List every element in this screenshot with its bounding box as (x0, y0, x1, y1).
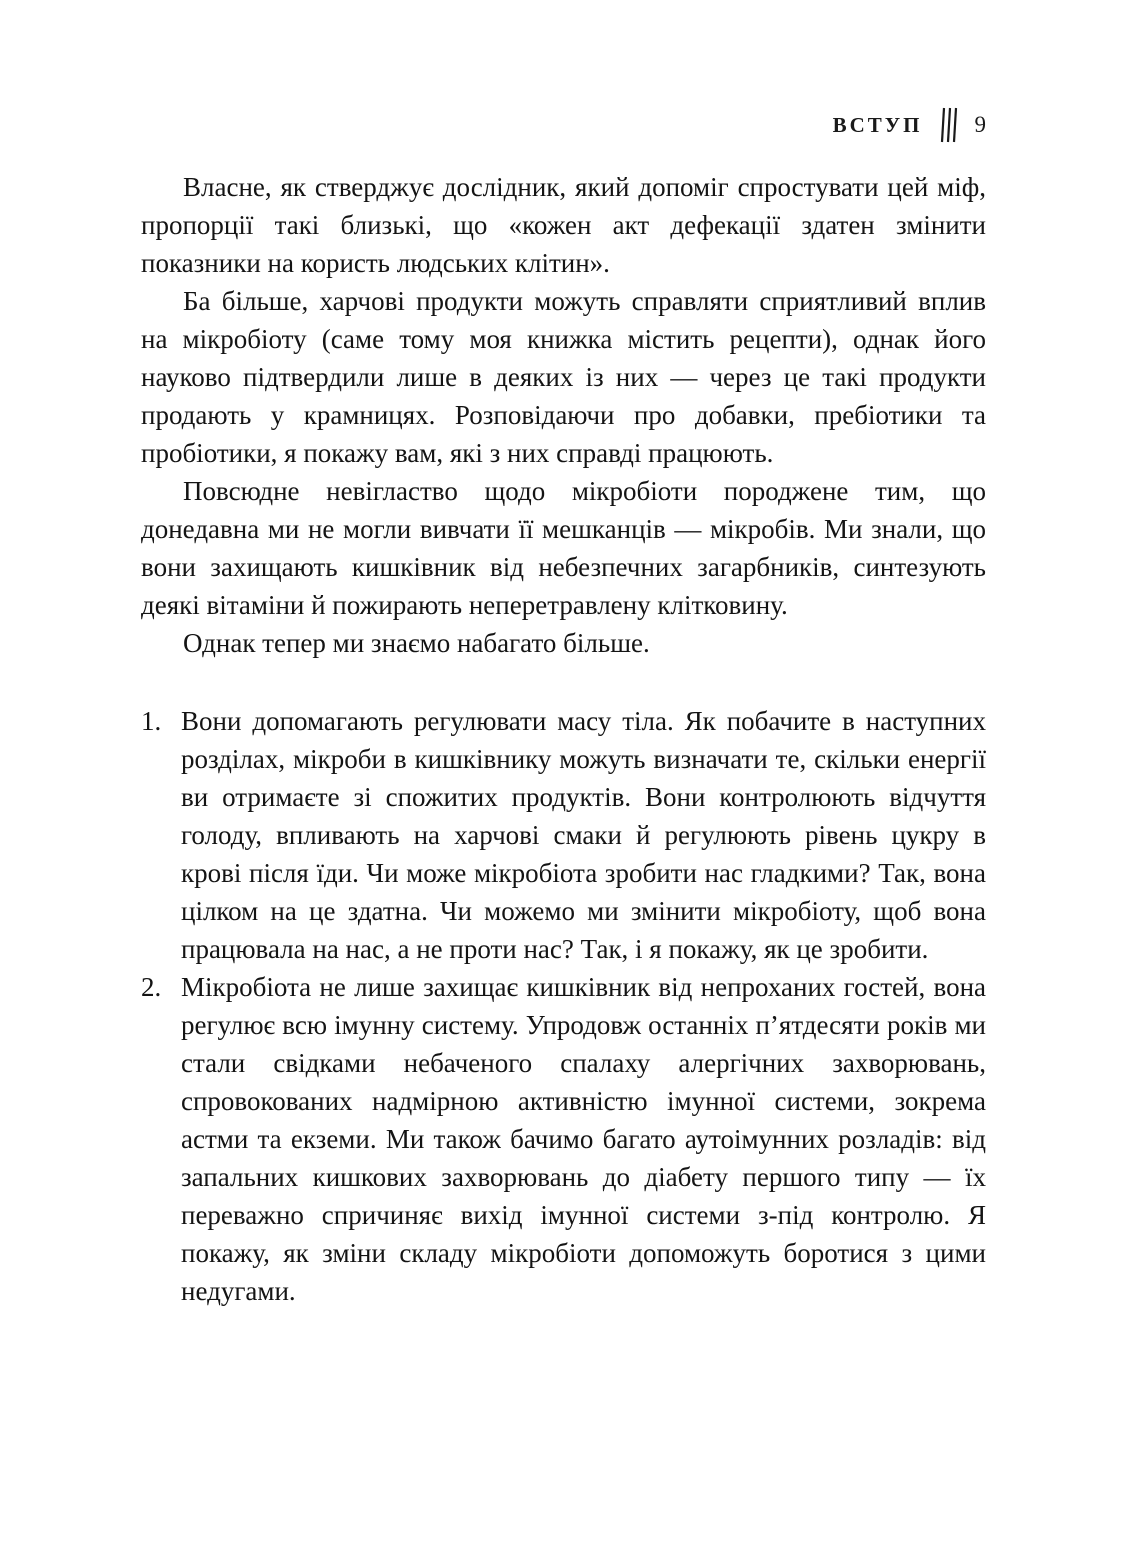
paragraph: Власне, як стверджує дослідник, який допоміг спростувати цей міф, пропорції такі близькі, що «кожен акт дефекації здатен змінити показники на користь людських клітин». (141, 172, 986, 278)
list-item-text: Мікробіота не лише захищає кишківник від непроханих гостей, вона регулює всю імунну систему. Упродовж останніх п’ятдесяти років ми стали свідками небаченого спалаху алергічних захворювань, спровокованих надмірною активністю імунної системи, зокрема астми та екземи. Ми також бачимо багато аутоімунних розладів: від запальних кишкових захворювань до діабету першого типу — їх переважно спричиняє вихід імунної системи з-під контролю. Я покажу, як зміни складу мікробіоти допоможуть боротися з цими недугами. (181, 972, 986, 1306)
chapter-title: ВСТУП (832, 112, 923, 137)
numbered-list (141, 702, 986, 1310)
page-number: 9 (974, 112, 986, 137)
paragraph: Ба більше, харчові продукти можуть справляти сприятливий вплив на мікробіоту (саме тому моя книжка містить рецепти), однак його науково підтвердили лише в деяких із них — через це такі продукти продають у крамницях. Розповідаючи про добавки, пребіотики та пробіотики, я покажу вам, які з них справді працюють. (141, 286, 986, 468)
page-body (141, 168, 986, 1310)
list-item (141, 968, 986, 1310)
page-header (141, 106, 986, 144)
list-item-text: Вони допомагають регулювати масу тіла. Як побачите в наступних розділах, мікроби в кишківнику можуть визначати те, скільки енергії ви отримаєте зі спожитих продуктів. Вони контролюють відчуття голоду, впливають на харчові смаки й регулюють рівень цукру в крові після їди. Чи може мікробіота зробити нас гладкими? Так, вона цілком на це здатна. Чи можемо ми змінити мікробіоту, щоб вона працювала на нас, а не проти нас? Так, і я покажу, як це зробити. (181, 706, 986, 964)
list-item-number: 1. (141, 706, 162, 736)
paragraph: Однак тепер ми знаємо набагато більше. (183, 628, 650, 658)
list-item-number: 2. (141, 972, 162, 1002)
paragraph: Повсюдне невігластво щодо мікробіоти породжене тим, що донедавна ми не могли вивчати її мешканців — мікробів. Ми знали, що вони захищають кишківник від небезпечних загарбників, синтезують деякі вітаміни й пожирають неперетравлену клітковину. (141, 476, 986, 620)
triple-bars-icon (939, 106, 959, 144)
list-item (141, 702, 986, 968)
